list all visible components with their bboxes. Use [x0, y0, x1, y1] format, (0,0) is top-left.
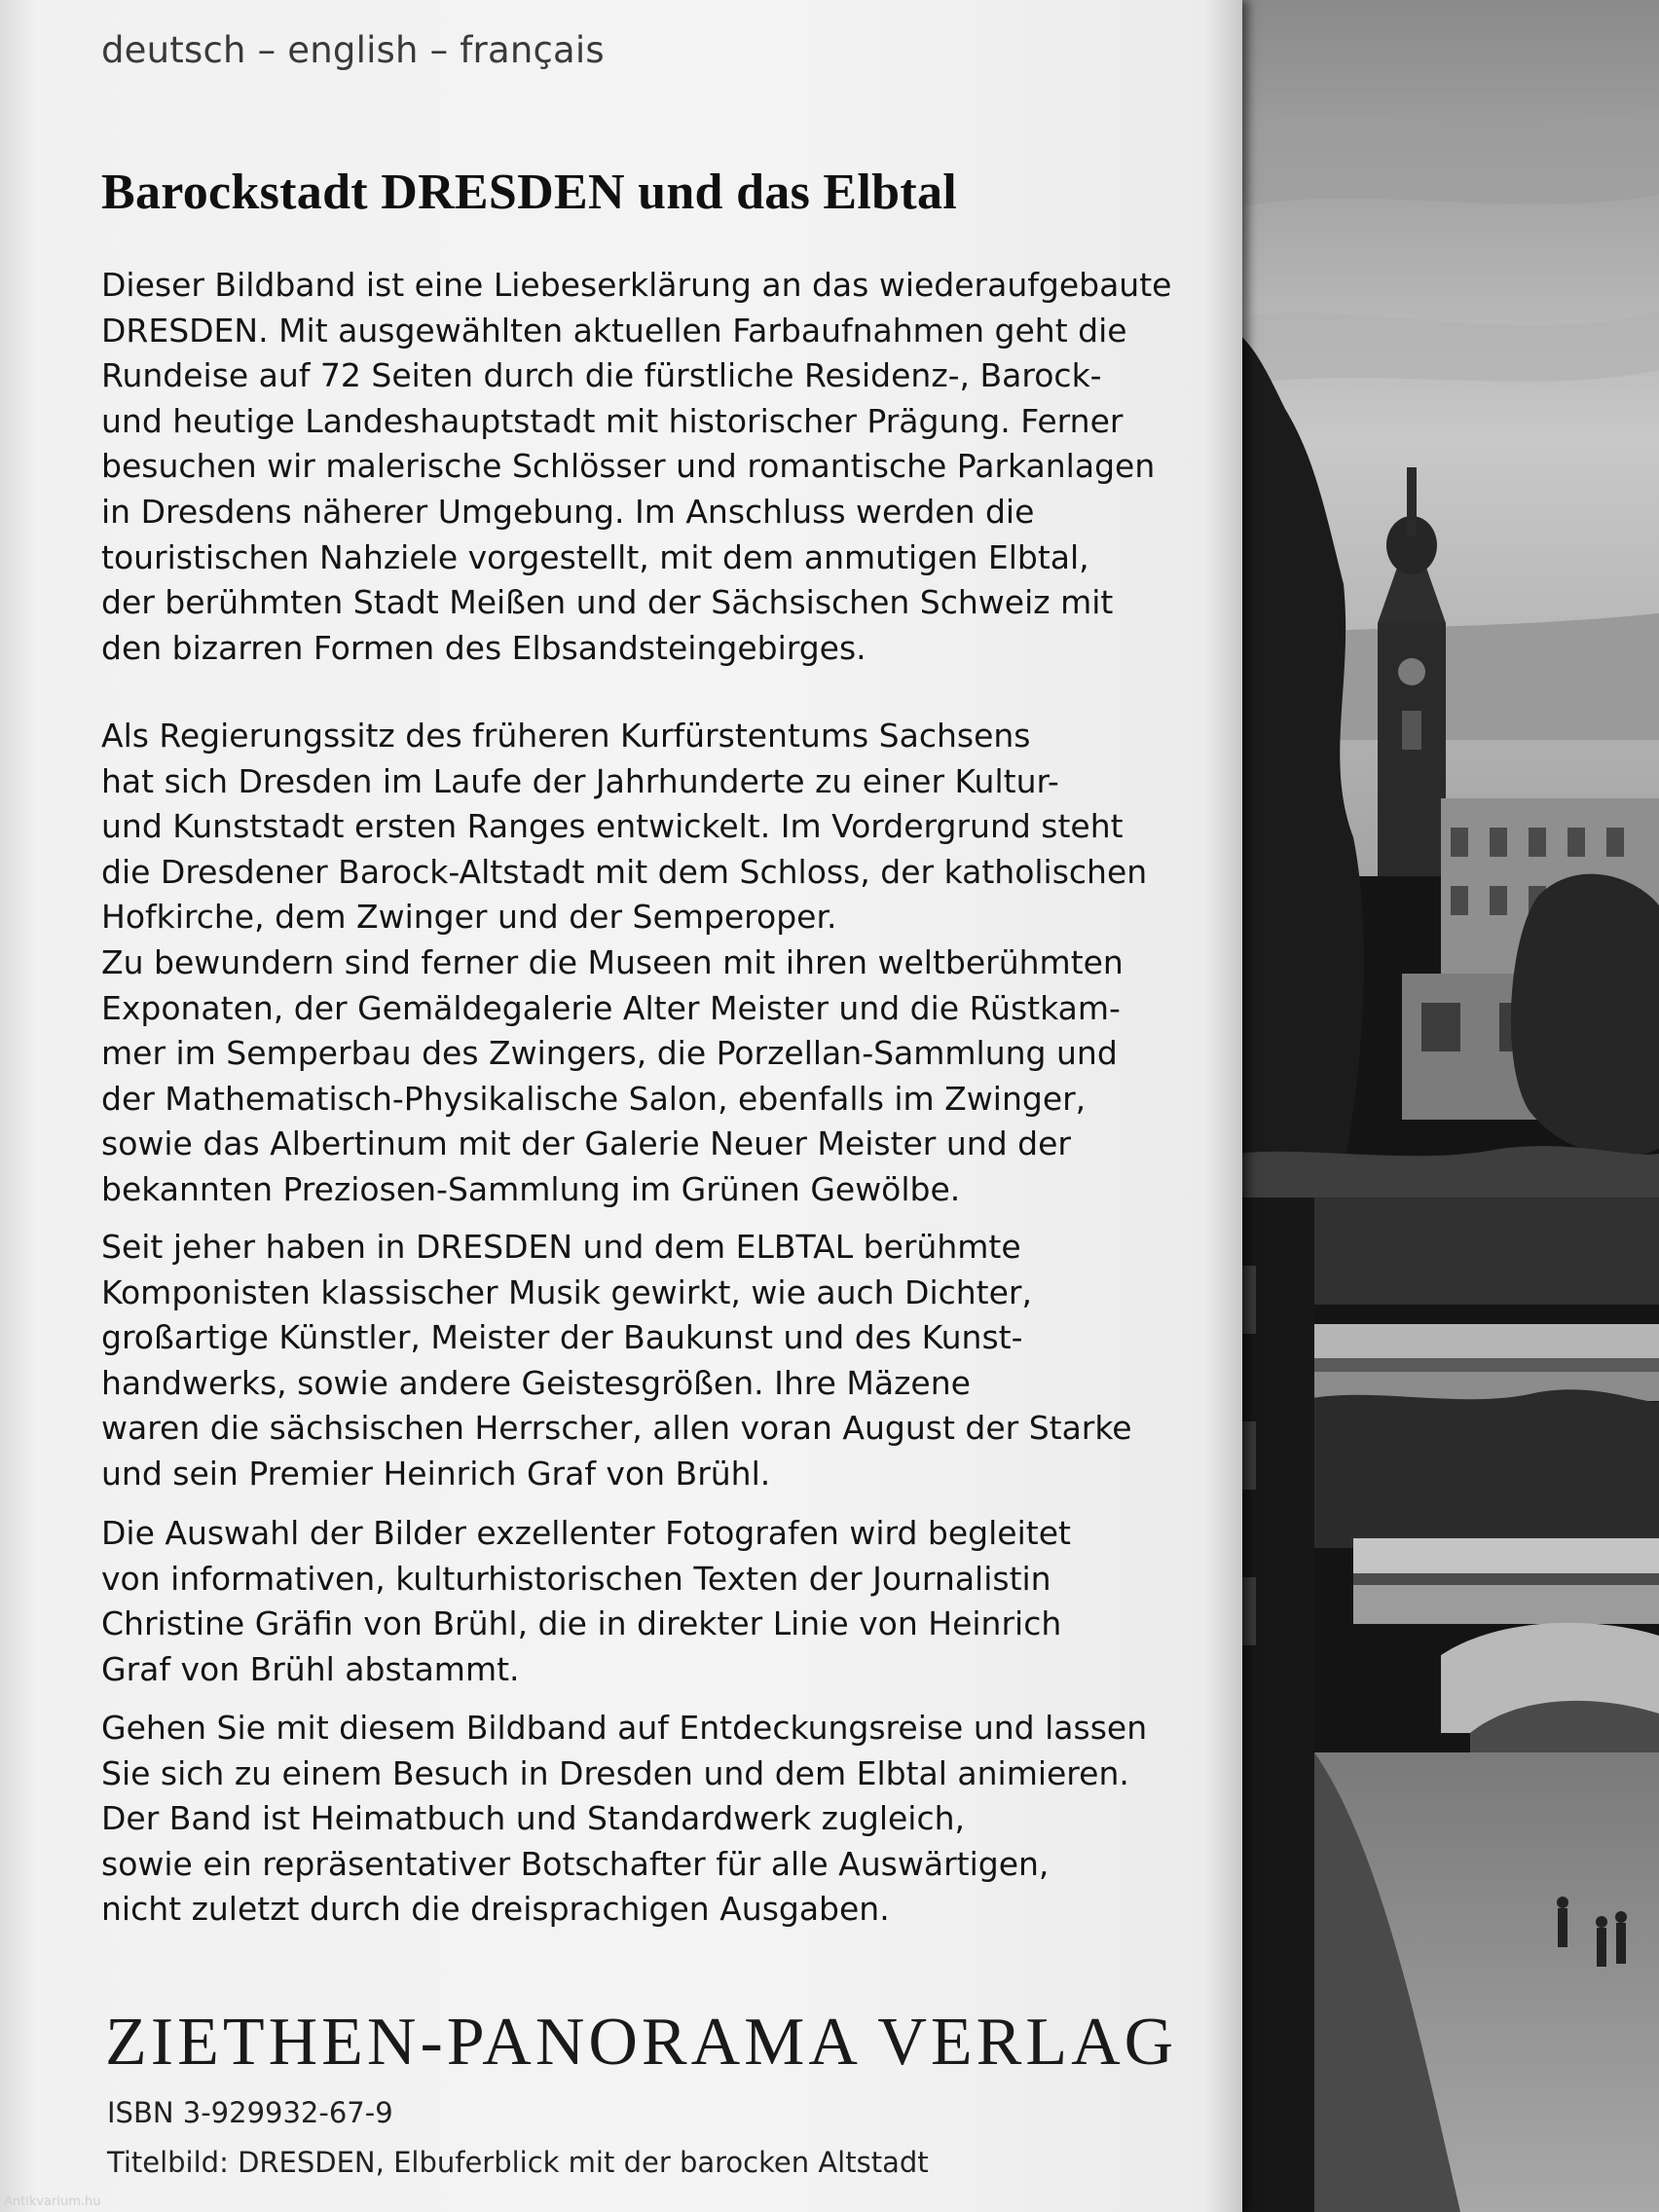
- cover-painting: [1207, 0, 1659, 2212]
- text-line: Die Auswahl der Bilder exzellenter Fotografen wird begleitet: [101, 1514, 1071, 1552]
- watermark: Antikvarium.hu: [4, 2194, 101, 2209]
- text-line: Christine Gräfin von Brühl, die in direkter Linie von Heinrich: [101, 1604, 1062, 1643]
- text-line: mer im Semperbau des Zwingers, die Porzellan-Sammlung und: [101, 1034, 1118, 1073]
- text-line: besuchen wir malerische Schlösser und romantische Parkanlagen: [101, 447, 1156, 486]
- text-line: waren die sächsischen Herrscher, allen voran August der Starke: [101, 1409, 1132, 1448]
- text-line: Der Band ist Heimatbuch und Standardwerk zugleich,: [101, 1799, 966, 1838]
- publisher-name: ZIETHEN-PANORAMA VERLAG: [105, 2005, 1178, 2080]
- upper-terrace: [1305, 1324, 1659, 1401]
- text-line: und Kunststadt ersten Ranges entwickelt. Im Vordergrund steht: [101, 807, 1124, 846]
- text-line: touristischen Nahziele vorgestellt, mit dem anmutigen Elbtal,: [101, 537, 1089, 576]
- text-line: Hofkirche, dem Zwinger und der Semperoper.: [101, 898, 837, 937]
- text-line: den bizarren Formen des Elbsandsteingebirges.: [101, 628, 866, 667]
- paragraph-authors: [101, 1511, 1201, 1692]
- text-line: in Dresdens näherer Umgebung. Im Anschluss werden die: [101, 492, 1035, 531]
- text-line: nicht zuletzt durch die dreisprachigen Ausgaben.: [101, 1890, 890, 1929]
- text-line: Gehen Sie mit diesem Bildband auf Entdeckungsreise und lassen: [101, 1709, 1148, 1747]
- text-line: Seit jeher haben in DRESDEN und dem ELBTAL berühmte: [101, 1228, 1021, 1266]
- text-line: der Mathematisch-Physikalische Salon, ebenfalls im Zwinger,: [101, 1079, 1087, 1118]
- text-line: bekannten Preziosen-Sammlung im Grünen Gewölbe.: [101, 1169, 961, 1208]
- text-line: Exponaten, der Gemäldegalerie Alter Meister und die Rüstkam-: [101, 988, 1121, 1027]
- paragraph-culture: [101, 1225, 1201, 1497]
- cover-caption: Titelbild: DRESDEN, Elbuferblick mit der barocken Altstadt: [107, 2146, 929, 2179]
- text-line: die Dresdener Barock-Altstadt mit dem Schloss, der katholischen: [101, 852, 1148, 891]
- isbn-number: ISBN 3-929932-67-9: [107, 2096, 393, 2129]
- text-line: hat sich Dresden im Laufe der Jahrhunderte zu einer Kultur-: [101, 761, 1059, 800]
- book-title: Barockstadt DRESDEN und das Elbtal: [101, 165, 958, 220]
- text-line: DRESDEN. Mit ausgewählten aktuellen Farbaufnahmen geht die: [101, 311, 1127, 350]
- text-line: und heutige Landeshauptstadt mit historischer Prägung. Ferner: [101, 401, 1124, 440]
- paragraph-history: [101, 714, 1201, 1213]
- text-line: der berühmten Stadt Meißen und der Sächsischen Schweiz mit: [101, 583, 1114, 622]
- text-line: großartige Künstler, Meister der Baukunst und des Kunst-: [101, 1318, 1023, 1357]
- text-line: Zu bewundern sind ferner die Museen mit ihren weltberühmten: [101, 942, 1124, 981]
- text-line: handwerks, sowie andere Geistesgrößen. Ihre Mäzene: [101, 1363, 971, 1402]
- text-line: und sein Premier Heinrich Graf von Brühl.: [101, 1454, 771, 1493]
- lower-terrace: [1353, 1538, 1659, 1752]
- text-line: Dieser Bildband ist eine Liebeserklärung an das wiederaufgebaute: [101, 266, 1172, 304]
- language-list: deutsch – english – français: [101, 29, 605, 71]
- text-line: sowie das Albertinum mit der Galerie Neuer Meister und der: [101, 1124, 1071, 1163]
- paragraph-intro: [101, 263, 1201, 671]
- text-line: Komponisten klassischer Musik gewirkt, wie auch Dichter,: [101, 1272, 1032, 1311]
- text-line: von informativen, kulturhistorischen Texten der Journalistin: [101, 1559, 1051, 1598]
- text-line: Sie sich zu einem Besuch in Dresden und dem Elbtal animieren.: [101, 1753, 1129, 1792]
- text-line: sowie ein repräsentativer Botschafter für alle Auswärtigen,: [101, 1844, 1050, 1883]
- paragraph-closing: [101, 1706, 1201, 1933]
- text-line: Graf von Brühl abstammt.: [101, 1649, 520, 1688]
- text-line: Als Regierungssitz des früheren Kurfürstentums Sachsens: [101, 717, 1031, 755]
- text-line: Rundeise auf 72 Seiten durch die fürstliche Residenz-, Barock-: [101, 356, 1102, 395]
